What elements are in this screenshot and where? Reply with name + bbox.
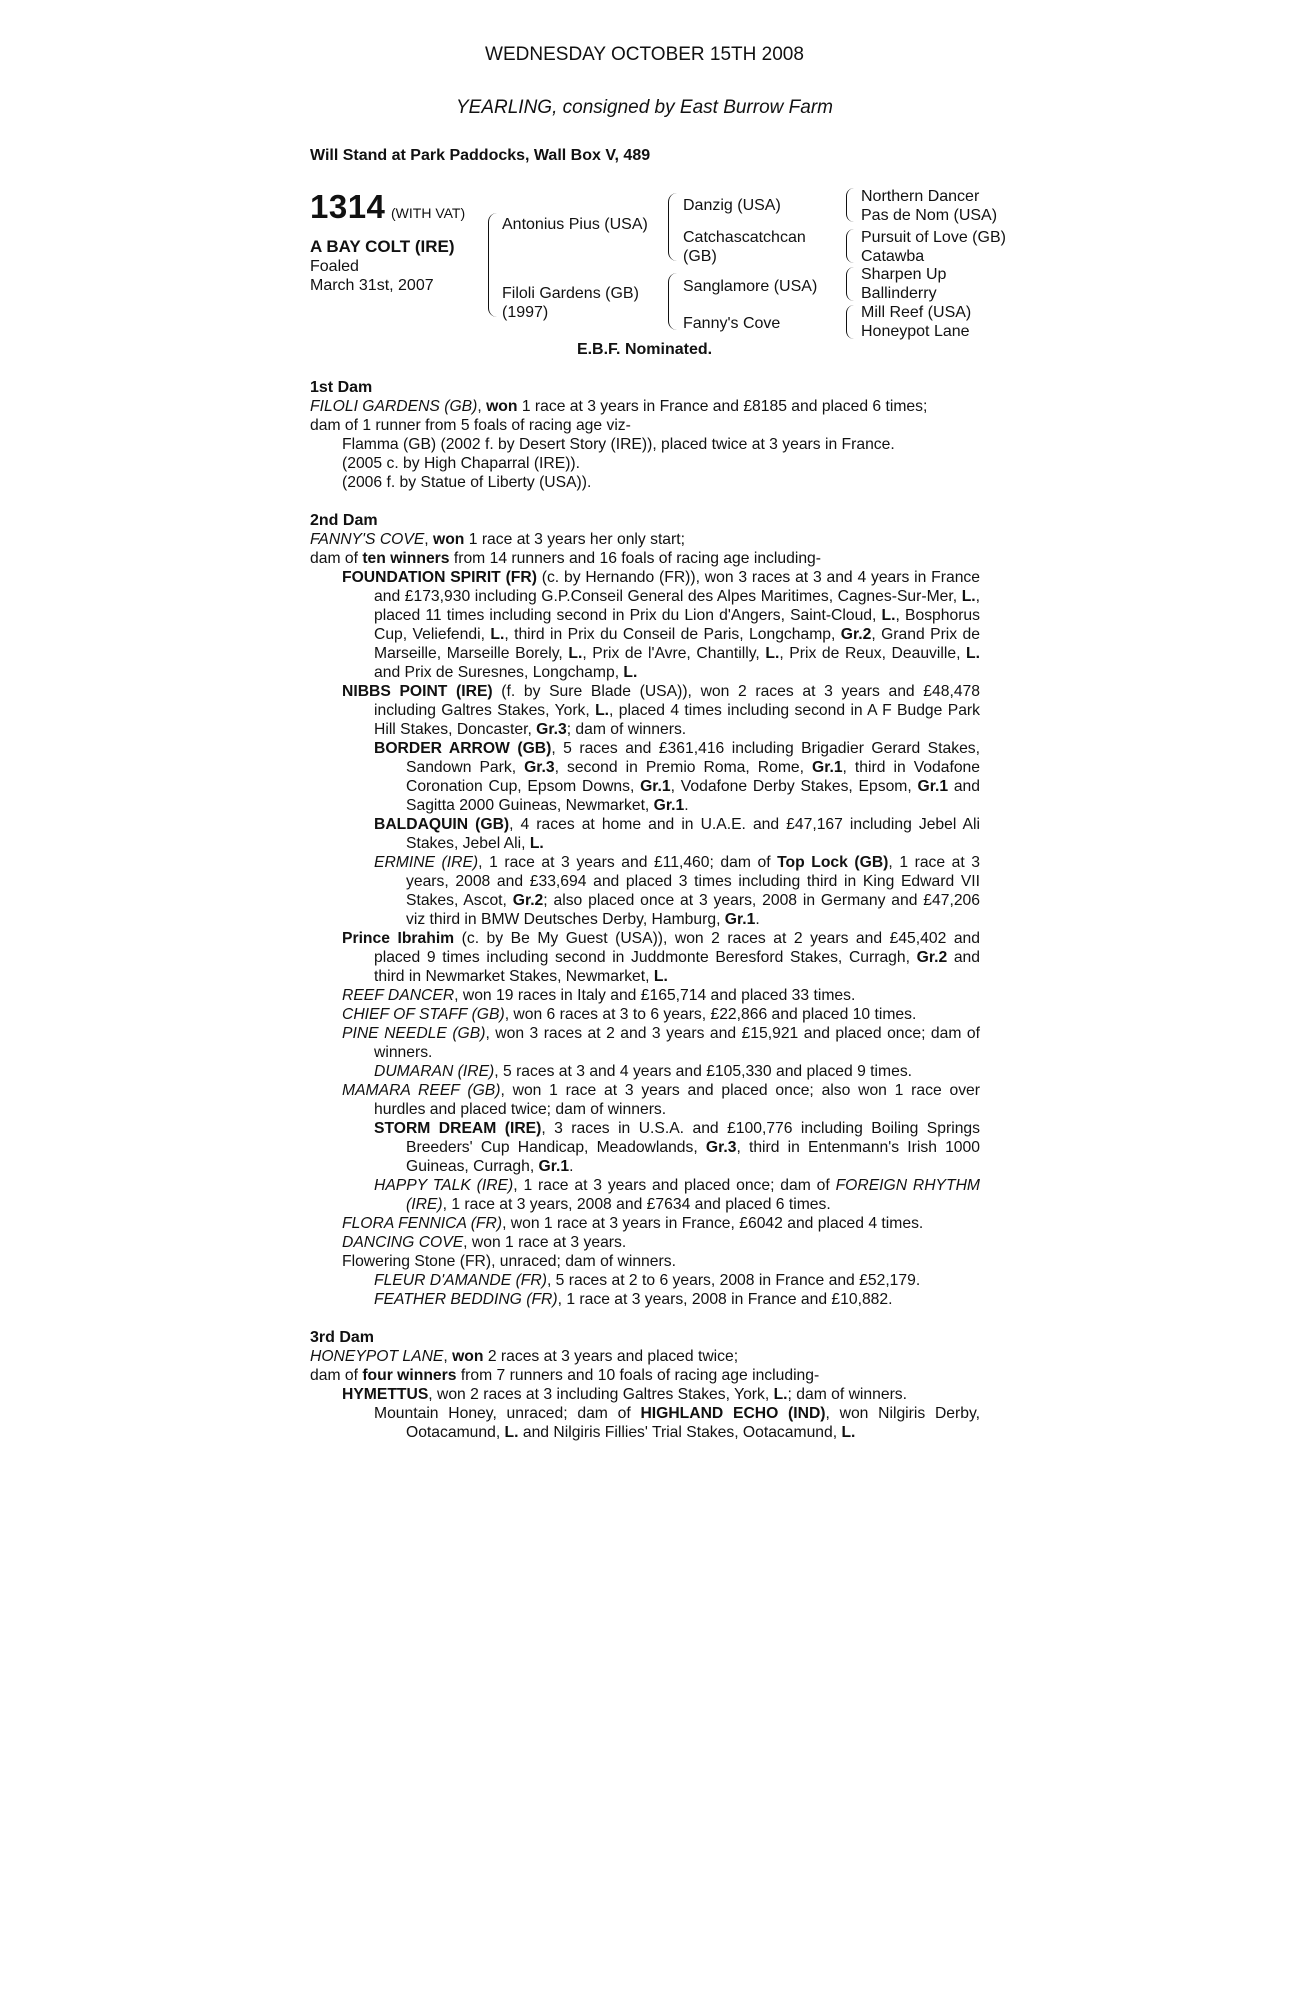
pedigree-dds: Mill Reef (USA) — [861, 304, 972, 321]
pedigree-brace-gen1 — [488, 213, 497, 317]
consignment-line: YEARLING, consigned by East Burrow Farm — [456, 97, 833, 118]
produce-entry-ermine: ERMINE (IRE), 1 race at 3 years and £11,460; dam of Top Lock (GB), 1 race at 3 years, 2008 and £33,694 and placed 3 times including third in King Edward VII Stakes, Ascot, Gr.2; also placed once at 3 years, 2008 in Germany and £47,206 viz third in BMW Deutsches Derby, Hamburg, Gr.1. — [374, 854, 981, 928]
pedigree-sd-country: (GB) — [683, 248, 717, 265]
pedigree-sss: Northern Dancer — [861, 188, 980, 205]
produce-entry-dumaran: DUMARAN (IRE), 5 races at 3 and 4 years and £105,330 and placed 9 times. — [374, 1063, 913, 1080]
produce-entry-chief-of-staff: CHIEF OF STAFF (GB), won 6 races at 3 to 6 years, £22,866 and placed 10 times. — [342, 1006, 917, 1023]
produce-entry: Flamma (GB) (2002 f. by Desert Story (IRE)), placed twice at 3 years in France. — [342, 436, 895, 453]
third-dam-record: HONEYPOT LANE, won 2 races at 3 years and placed twice; — [310, 1348, 739, 1365]
produce-entry-border-arrow: BORDER ARROW (GB), 5 races and £361,416 including Brigadier Gerard Stakes, Sandown Park, Gr.3, second in Premio Roma, Rome, Gr.1, third in Vodafone Coronation Cup, Epsom Downs, Gr.1, Vodafone Derby Stakes, Epsom, Gr.1 and Sagitta 2000 Guineas, Newmarket, Gr.1. — [374, 740, 981, 814]
foaled-date: March 31st, 2007 — [310, 277, 434, 294]
third-dam-heading: 3rd Dam — [310, 1329, 375, 1346]
pedigree-ssd: Pas de Nom (USA) — [861, 207, 998, 224]
pedigree-dss: Sharpen Up — [861, 266, 947, 283]
pedigree-ddd: Honeypot Lane — [861, 323, 970, 340]
pedigree-sd-name: Catchascatchcan — [683, 229, 806, 246]
pedigree-brace-sire — [668, 193, 677, 261]
foaled-label: Foaled — [310, 258, 359, 275]
second-dam-produce-summary: dam of ten winners from 14 runners and 16 foals of racing age including- — [310, 550, 821, 567]
second-dam-record: FANNY'S COVE, won 1 race at 3 years her only start; — [310, 531, 685, 548]
pedigree-dd: Fanny's Cove — [683, 315, 781, 332]
sale-date: WEDNESDAY OCTOBER 15TH 2008 — [485, 44, 804, 65]
produce-entry-feather-bedding: FEATHER BEDDING (FR), 1 race at 3 years, 2008 in France and £10,882. — [374, 1291, 893, 1308]
vat-note: (WITH VAT) — [391, 205, 466, 221]
pedigree-ds: Sanglamore (USA) — [683, 278, 818, 295]
produce-entry-pine-needle: PINE NEEDLE (GB), won 3 races at 2 and 3 years and £15,921 and placed once; dam of winners. — [342, 1025, 980, 1061]
produce-entry-foundation-spirit: FOUNDATION SPIRIT (FR) (c. by Hernando (FR)), won 3 races at 3 and 4 years in France and £173,930 including G.P.Conseil General des Alpes Maritimes, Cagnes-Sur-Mer, L., placed 11 times including second in Prix du Lion d'Angers, Saint-Cloud, L., Bosphorus Cup, Veliefendi, L., third in Prix du Conseil de Paris, Longchamp, Gr.2, Grand Prix de Marseille, Marseille Borely, L., Prix de l'Avre, Chantilly, L., Prix de Reux, Deauville, L. and Prix de Suresnes, Longchamp, L. — [342, 569, 981, 681]
produce-entry-fleur-damande: FLEUR D'AMANDE (FR), 5 races at 2 to 6 years, 2008 in France and £52,179. — [374, 1272, 921, 1289]
produce-entry-hymettus: HYMETTUS, won 2 races at 3 including Galtres Stakes, York, L.; dam of winners. — [342, 1386, 907, 1403]
pedigree-dam-year: (1997) — [502, 304, 549, 321]
lot-name: A BAY COLT (IRE) — [310, 237, 455, 256]
first-dam-heading: 1st Dam — [310, 379, 373, 396]
pedigree-sire: Antonius Pius (USA) — [502, 216, 648, 233]
produce-entry-storm-dream: STORM DREAM (IRE), 3 races in U.S.A. and £100,776 including Boiling Springs Breeders' Cup Handicap, Meadowlands, Gr.3, third in Entenmann's Irish 1000 Guineas, Curragh, Gr.1. — [374, 1120, 980, 1175]
pedigree-brace-dam — [668, 273, 677, 330]
produce-entry-reef-dancer: REEF DANCER, won 19 races in Italy and £165,714 and placed 33 times. — [342, 987, 856, 1004]
produce-entry-flowering-stone: Flowering Stone (FR), unraced; dam of winners. — [342, 1253, 676, 1270]
produce-entry: (2006 f. by Statue of Liberty (USA)). — [342, 474, 592, 491]
produce-entry-mountain-honey: Mountain Honey, unraced; dam of HIGHLAND ECHO (IND), won Nilgiris Derby, Ootacamund, L. and Nilgiris Fillies' Trial Stakes, Ootacamund, L. — [374, 1405, 980, 1441]
pedigree-dsd: Ballinderry — [861, 285, 937, 302]
produce-entry-baldaquin: BALDAQUIN (GB), 4 races at home and in U.A.E. and £47,167 including Jebel Ali Stakes, Jebel Ali, L. — [374, 816, 980, 852]
pedigree-sds: Pursuit of Love (GB) — [861, 229, 1006, 246]
produce-entry-prince-ibrahim: Prince Ibrahim (c. by Be My Guest (USA)), won 2 races at 2 years and £45,402 and placed 9 times including second in Juddmonte Beresford Stakes, Curragh, Gr.2 and third in Newmarket Stakes, Newmarket, L. — [342, 930, 980, 985]
produce-entry-dancing-cove: DANCING COVE, won 1 race at 3 years. — [342, 1234, 627, 1251]
ebf-nominated: E.B.F. Nominated. — [576, 341, 713, 358]
third-dam-produce-summary: dam of four winners from 7 runners and 10 foals of racing age including- — [310, 1367, 820, 1384]
pedigree-brace-dd — [846, 305, 854, 339]
pedigree-brace-sd — [846, 229, 854, 263]
first-dam-record: FILOLI GARDENS (GB), won 1 race at 3 years in France and £8185 and placed 6 times; — [310, 398, 928, 415]
lot-number: 1314 — [310, 188, 386, 225]
produce-entry-happy-talk: HAPPY TALK (IRE), 1 race at 3 years and placed once; dam of FOREIGN RHYTHM (IRE), 1 race at 3 years, 2008 and £7634 and placed 6 times. — [374, 1177, 980, 1213]
second-dam-heading: 2nd Dam — [310, 512, 378, 529]
produce-entry-nibbs-point: NIBBS POINT (IRE) (f. by Sure Blade (USA)), won 2 races at 3 years and £48,478 including Galtres Stakes, York, L., placed 4 times including second in A F Budge Park Hill Stakes, Doncaster, Gr.3; dam of winners. — [342, 683, 980, 738]
pedigree-brace-ds — [846, 267, 854, 301]
pedigree-ss: Danzig (USA) — [683, 197, 781, 214]
pedigree-sdd: Catawba — [861, 248, 925, 265]
stand-location: Will Stand at Park Paddocks, Wall Box V, 489 — [310, 147, 651, 164]
produce-entry: (2005 c. by High Chaparral (IRE)). — [342, 455, 581, 472]
pedigree-dam-name: Filoli Gardens (GB) — [502, 285, 639, 302]
first-dam-produce-summary: dam of 1 runner from 5 foals of racing age viz- — [310, 417, 631, 434]
pedigree-brace-ss — [846, 188, 854, 222]
catalogue-body — [310, 378, 980, 1442]
produce-entry-flora-fennica: FLORA FENNICA (FR), won 1 race at 3 years in France, £6042 and placed 4 times. — [342, 1215, 924, 1232]
produce-entry-mamara-reef: MAMARA REEF (GB), won 1 race at 3 years and placed once; also won 1 race over hurdles and placed twice; dam of winners. — [342, 1082, 980, 1118]
